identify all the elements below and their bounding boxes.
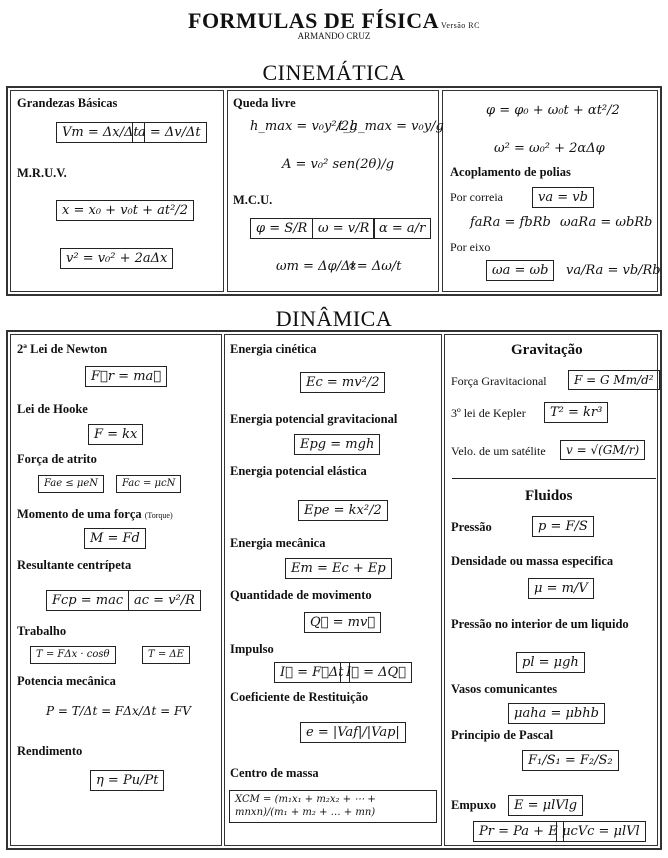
formula-forca-centripeta: Fcp = mac [46,590,129,611]
heading-quantidade-movimento: Quantidade de movimento [230,588,372,602]
formula-quantidade-movimento: Q⃗ = mv⃗ [304,612,381,633]
document-header [0,8,668,41]
heading-epe: Energia potencial elástica [230,464,367,478]
torque-note: (Torque) [144,511,173,520]
version-label: Versão RC [441,21,480,30]
formula-vasos-comunicantes: μaha = μbhb [508,703,605,724]
label-forca-gravitacional: Força Gravitacional [451,374,547,388]
formula-hooke: F = kx [88,424,143,445]
formula-centro-massa: XCM = (m₁x₁ + m₂x₂ + ⋯ + mnxn)/(m₁ + m₂ + … + mn) [229,790,437,823]
heading-fluidos: Fluidos [525,488,573,504]
formula-impulso-momento: I⃗ = ΔQ⃗ [340,662,412,683]
formula-torricelli: v² = v₀² + 2aΔx [60,248,173,269]
formula-pressao: p = F/S [532,516,594,537]
formula-velocidade-angular-media: ωm = Δφ/Δt [276,259,356,274]
label-kepler: 3º lei de Kepler [451,406,526,420]
formula-pressao-liquido: pl = μgh [516,652,585,673]
formula-impulso-forca: I⃗ = F⃗Δt [274,662,350,683]
formula-alcance: A = v₀² sen(2θ)/g [282,157,395,172]
formula-razao-velocidade-raio: va/Ra = vb/Rb [566,263,661,278]
formula-aceleracao-angular: α = a/r [373,218,431,239]
heading-energia-mecanica: Energia mecânica [230,536,326,550]
formula-eixo: ωa = ωb [486,260,554,281]
heading-mruv: M.R.U.V. [17,166,67,180]
formula-aceleracao-angular-media: ∝= Δω/t [348,259,402,274]
formula-omega-raio: ωaRa = ωbRb [560,215,653,230]
formula-posicao-angular: φ = φ₀ + ω₀t + αt²/2 [486,103,620,118]
formula-kepler: T² = kr³ [544,402,608,423]
formula-velocidade-satelite: v = √(GM/r) [560,440,645,460]
heading-atrito: Força de atrito [17,452,97,466]
heading-trabalho: Trabalho [17,624,67,638]
formula-densidade: μ = m/V [528,578,594,599]
formula-aceleracao-centripeta: ac = v²/R [128,590,201,611]
section-title-cinematica: CINEMÁTICA [262,60,406,85]
label-pressao-liquido: Pressão no interior de um liquido [451,617,629,631]
formula-segunda-lei-newton: F⃗r = ma⃗ [85,366,167,387]
formula-pascal: F₁/S₁ = F₂/S₂ [522,750,619,771]
label-pascal: Principio de Pascal [451,728,554,742]
formula-aceleracao-media: a = Δv/Δt [132,122,207,143]
formula-frequencia-raio: faRa = fbRb [470,215,551,230]
formula-trabalho-energia: T = ΔE [142,646,190,664]
heading-restituicao: Coeficiente de Restituição [230,690,369,704]
formula-correia: va = vb [532,187,594,208]
heading-centripeta: Resultante centrípeta [17,558,132,572]
author-name: ARMANDO CRUZ [297,31,371,41]
label-densidade: Densidade ou massa especifica [451,554,614,568]
heading-polias: Acoplamento de polias [450,165,571,179]
label-por-eixo: Por eixo [450,240,491,254]
formula-velocidade-angular: ω = v/R [312,218,375,239]
formula-altura-maxima: h_max = v₀y²/2g [250,119,358,134]
heading-potencia: Potencia mecânica [17,674,116,688]
label-pressao: Pressão [451,520,492,534]
heading-hooke: Lei de Hooke [17,402,88,416]
formula-posicao-mruv: x = x₀ + v₀t + at²/2 [56,200,194,221]
formula-trabalho-forca: T = FΔx · cosθ [30,646,116,664]
section-title-dinamica: DINÂMICA [275,306,393,331]
heading-rendimento: Rendimento [17,744,83,758]
formula-peso-real: Pr = Pa + E [473,821,564,842]
formula-torricelli-angular: ω² = ω₀² + 2αΔφ [494,141,605,156]
formula-rendimento: η = Pu/Pt [90,770,164,791]
heading-centro-massa: Centro de massa [230,766,319,780]
formula-deslocamento-angular: φ = S/R [250,218,313,239]
formula-velocidade-media: Vm = Δx/Δt [56,122,145,143]
formula-momento: M = Fd [84,528,146,549]
heading-gravitacao: Gravitação [511,342,583,358]
heading-impulso: Impulso [230,642,274,656]
label-empuxo: Empuxo [451,798,497,812]
heading-grandezas: Grandezas Básicas [17,96,118,110]
formula-atrito-cinetico: Fac = μcN [116,475,181,493]
formula-forca-gravitacional: F = G Mm/d² [568,370,660,390]
heading-newton: 2ª Lei de Newton [17,342,108,356]
formula-empuxo: E = μlVlg [508,795,583,816]
formula-volume-deslocado: μcVc = μlVl [556,821,646,842]
title-text: FORMULAS DE FÍSICA [188,8,440,33]
formula-energia-cinetica: Ec = mv²/2 [300,372,385,393]
formula-energia-mecanica: Em = Ec + Ep [285,558,392,579]
heading-epg: Energia potencial gravitacional [230,412,398,426]
heading-momento [17,507,173,522]
heading-mcu: M.C.U. [233,193,273,207]
label-por-correia: Por correia [450,190,503,204]
formula-potencia: P = T/Δt = FΔx/Δt = FV [46,704,191,718]
heading-queda-livre: Queda livre [233,96,296,110]
formula-restituicao: e = |Vaf|/|Vap| [300,722,406,743]
heading-energia-cinetica: Energia cinética [230,342,317,356]
formula-atrito-estatico: Fae ≤ μeN [38,475,104,493]
label-vasos-comunicantes: Vasos comunicantes [451,682,558,696]
gravitacao-fluidos-divider [452,478,656,479]
formula-epg: Epg = mgh [294,434,380,455]
formula-epe: Epe = kx²/2 [298,500,388,521]
label-velocidade-satelite: Velo. de um satélite [451,444,546,458]
heading-momento-text: Momento de uma força [17,507,142,521]
formula-tempo-altura-maxima: t_h_max = v₀y/g [338,119,444,134]
